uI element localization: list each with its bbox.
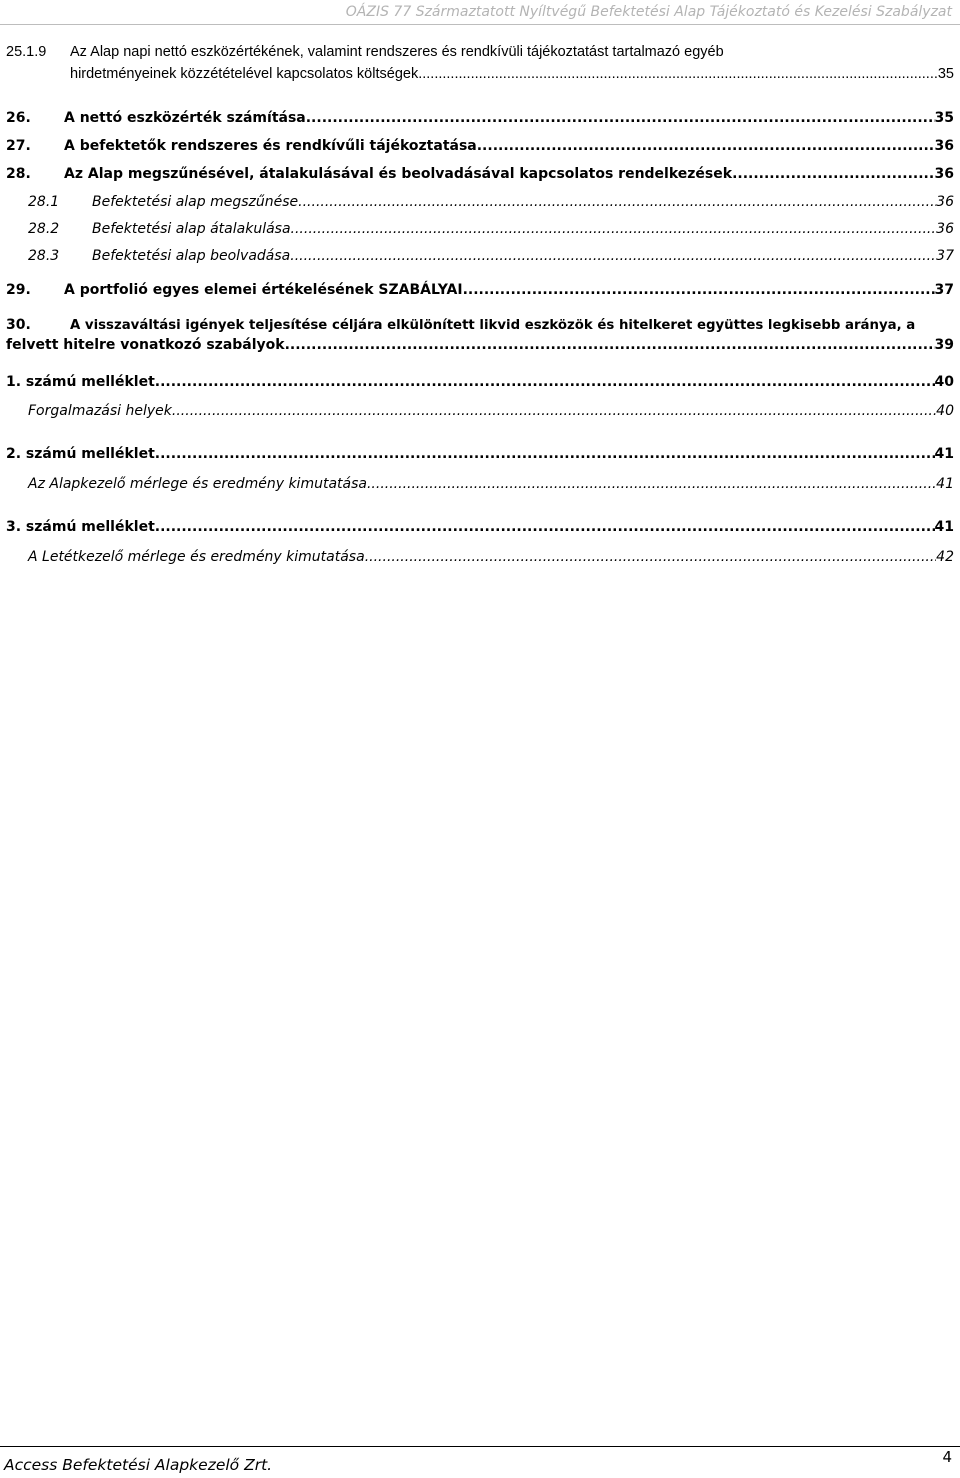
table-of-contents <box>6 44 954 579</box>
toc-page: 39 <box>934 337 954 353</box>
toc-number: 26. <box>6 110 31 126</box>
toc-page: 41 <box>936 476 954 492</box>
toc-title-line2: felvett hitelre vonatkozó szabályok <box>6 337 285 353</box>
toc-number: 28.1 <box>28 194 60 210</box>
toc-entry-appendix-2[interactable] <box>6 446 954 476</box>
toc-page: 42 <box>936 549 954 565</box>
toc-page: 40 <box>936 403 954 419</box>
dot-leader <box>155 519 935 535</box>
toc-title: Befektetési alap átalakulása <box>92 221 291 237</box>
running-header: OÁZIS 77 Származtatott Nyíltvégű Befektetési Alap Tájékoztató és Kezelési Szabályzat <box>345 4 952 20</box>
dot-leader <box>155 446 935 462</box>
toc-number: 29. <box>6 282 31 298</box>
toc-title: 3. számú melléklet <box>6 519 155 535</box>
toc-entry-28-1[interactable] <box>6 194 954 221</box>
dot-leader <box>290 248 936 264</box>
header-rule <box>0 24 960 25</box>
dot-leader <box>285 337 935 353</box>
toc-entry-30-cont[interactable] <box>6 337 954 374</box>
toc-title: A befektetők rendszeres és rendkívűli tájékoztatása <box>64 138 477 154</box>
toc-title-line1: A visszaváltási igények teljesítése céljára elkülönített likvid eszközök és hitelkeret együttes legkisebb aránya, a <box>70 318 916 333</box>
toc-number: 30. <box>6 317 31 333</box>
toc-number: 28.2 <box>28 221 60 237</box>
toc-page: 40 <box>934 374 954 390</box>
toc-entry-forgalmazasi-helyek[interactable] <box>6 403 954 446</box>
dot-leader <box>298 194 936 210</box>
toc-title: A portfolió egyes elemei értékelésének SZABÁLYAI <box>64 282 463 298</box>
dot-leader <box>477 138 935 154</box>
toc-title-line2: hirdetményeinek közzétételével kapcsolatos költségek <box>70 66 419 82</box>
toc-page: 37 <box>934 282 954 298</box>
toc-title: Az Alapkezelő mérlege és eredmény kimutatása <box>28 476 367 492</box>
toc-page: 35 <box>934 110 954 126</box>
toc-title: Az Alap megszűnésével, átalakulásával és beolvadásával kapcsolatos rendelkezések <box>64 166 733 182</box>
toc-page: 37 <box>936 248 954 264</box>
footer-page-number: 4 <box>942 1448 952 1466</box>
toc-entry-28-3[interactable] <box>6 248 954 282</box>
toc-title: A Letétkezelő mérlege és eredmény kimutatása <box>28 549 365 565</box>
toc-entry-25-1-9-cont[interactable] <box>6 66 954 110</box>
toc-title: Befektetési alap beolvadása <box>92 248 291 264</box>
toc-page: 36 <box>936 194 954 210</box>
toc-title: Forgalmazási helyek <box>28 403 172 419</box>
toc-entry-29[interactable] <box>6 282 954 317</box>
dot-leader <box>463 282 935 298</box>
toc-number: 27. <box>6 138 31 154</box>
toc-title: 1. számú melléklet <box>6 374 155 390</box>
dot-leader <box>306 110 935 126</box>
toc-page: 36 <box>934 166 954 182</box>
toc-page: 41 <box>934 446 954 462</box>
dot-leader <box>732 166 934 182</box>
toc-title-line1: Az Alap napi nettó eszközértékének, valamint rendszeres és rendkívüli tájékoztatást tartalmazó egyéb <box>70 44 724 60</box>
dot-leader <box>291 221 937 237</box>
toc-number: 28. <box>6 166 31 182</box>
toc-entry-25-1-9[interactable] <box>6 44 954 66</box>
dot-leader <box>172 403 936 419</box>
dot-leader <box>367 476 936 492</box>
toc-entry-alapkezelo-merlege[interactable] <box>6 476 954 519</box>
toc-page: 41 <box>934 519 954 535</box>
dot-leader <box>365 549 936 565</box>
toc-entry-27[interactable] <box>6 138 954 166</box>
toc-page: 35 <box>937 66 954 82</box>
footer-company: Access Befektetési Alapkezelő Zrt. <box>4 1456 273 1474</box>
footer-rule <box>0 1446 960 1447</box>
toc-title: Befektetési alap megszűnése <box>92 194 299 210</box>
toc-entry-30[interactable] <box>6 317 954 337</box>
toc-entry-appendix-1[interactable] <box>6 374 954 403</box>
toc-entry-letetkezelo-merlege[interactable] <box>6 549 954 579</box>
toc-number: 25.1.9 <box>6 44 47 60</box>
toc-entry-appendix-3[interactable] <box>6 519 954 549</box>
toc-entry-28-2[interactable] <box>6 221 954 248</box>
toc-entry-26[interactable] <box>6 110 954 138</box>
toc-title: A nettó eszközérték számítása <box>64 110 306 126</box>
toc-number: 28.3 <box>28 248 60 264</box>
toc-page: 36 <box>934 138 954 154</box>
toc-entry-28[interactable] <box>6 166 954 194</box>
toc-title: 2. számú melléklet <box>6 446 155 462</box>
dot-leader <box>155 374 935 390</box>
toc-page: 36 <box>936 221 954 237</box>
dot-leader <box>418 66 938 82</box>
